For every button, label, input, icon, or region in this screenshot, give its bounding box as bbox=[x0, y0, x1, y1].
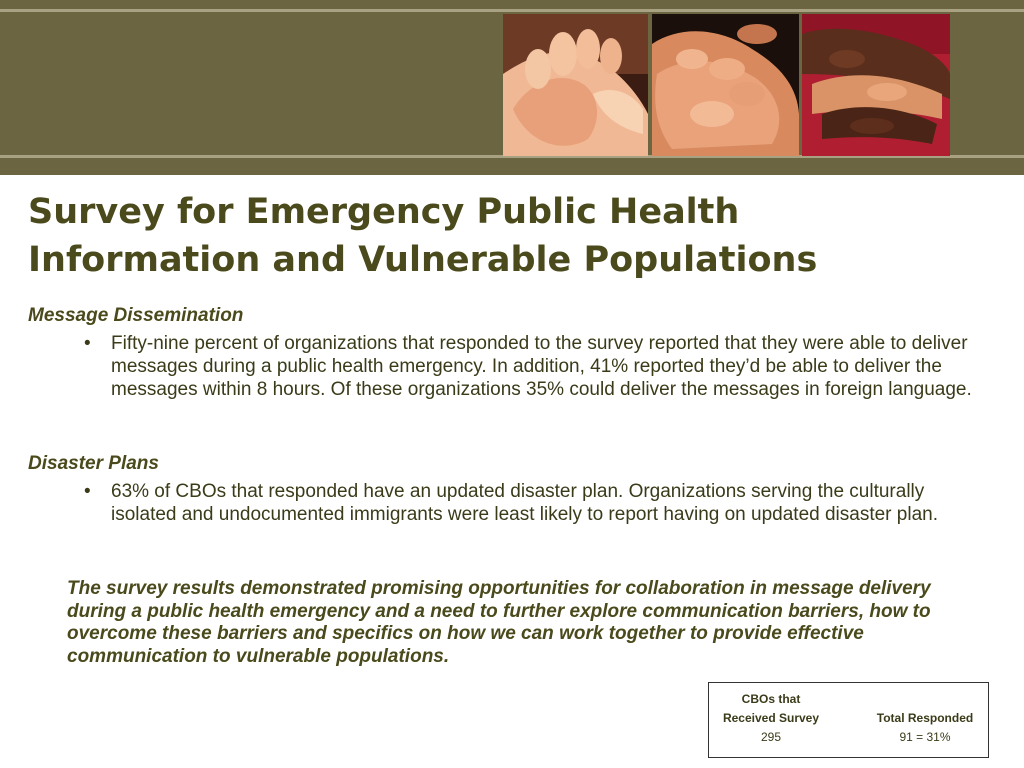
slide-title-line-1: Survey for Emergency Public Health bbox=[28, 192, 740, 232]
section-heading-disaster-plans: Disaster Plans bbox=[28, 453, 159, 474]
photo-baby-hand-holding-finger bbox=[503, 14, 648, 156]
bullet-dot: • bbox=[84, 333, 91, 354]
bullet-item-disaster-plans bbox=[84, 480, 994, 526]
stats-value-received: 295 bbox=[760, 730, 782, 744]
bullet-text: 63% of CBOs that responded have an updated disaster plan. Organizations serving the culturally isolated and undocumented immigrants were least likely to report having on updated disaster plan. bbox=[111, 481, 938, 525]
photo-stacked-diverse-hands bbox=[802, 14, 950, 156]
stats-header-received-line-2: Received Survey bbox=[722, 711, 820, 725]
header-banner bbox=[0, 0, 1024, 175]
bullet-dot: • bbox=[84, 481, 91, 502]
banner-divider-top bbox=[0, 9, 1024, 12]
slide-title-line-2: Information and Vulnerable Populations bbox=[28, 240, 818, 280]
photo-clasped-hands bbox=[652, 14, 799, 156]
stats-column-received bbox=[709, 690, 833, 747]
stats-value-responded: 91 = 31% bbox=[899, 730, 951, 744]
stats-header-responded: Total Responded bbox=[876, 711, 974, 725]
section-heading-message-dissemination: Message Dissemination bbox=[28, 305, 244, 326]
slide-title bbox=[28, 188, 988, 284]
stats-column-responded bbox=[861, 709, 989, 747]
bullet-text: Fifty-nine percent of organizations that responded to the survey reported that they were able to deliver messages during a public health emergency. In addition, 41% reported they’d be able to deliver the messages within 8 hours. Of these organizations 35% could deliver the messages in foreign language. bbox=[111, 333, 972, 400]
bullet-item-message-dissemination bbox=[84, 332, 994, 401]
conclusion-text: The survey results demonstrated promising opportunities for collaboration in message delivery during a public health emergency and a need to further explore communication barriers, how to overcome these barriers and specifics on how we can work together to provide effective communication to vulnerable populations. bbox=[67, 578, 931, 667]
banner-bottom-strip bbox=[0, 158, 1024, 175]
stats-header-received-line-1: CBOs that bbox=[741, 692, 801, 706]
survey-stats-table bbox=[708, 682, 989, 758]
